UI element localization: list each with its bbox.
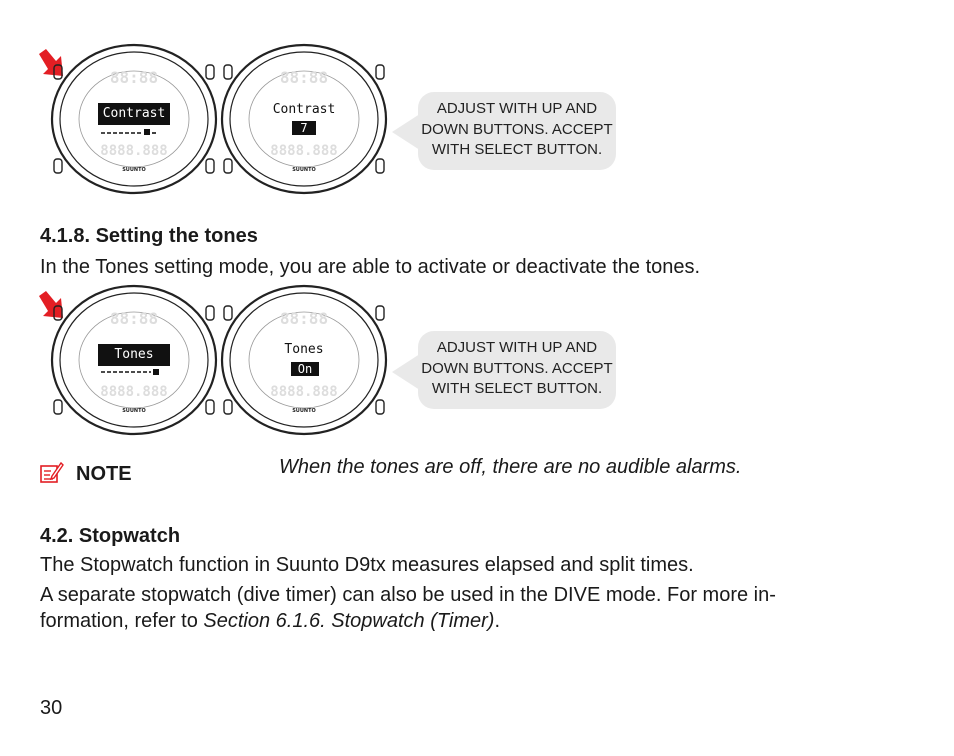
svg-text:8888.888: 8888.888 [270, 384, 338, 400]
callout2 [418, 331, 616, 409]
note-text: When the tones are off, there are no audible alarms. [279, 456, 742, 478]
svg-text:SUUNTO: SUUNTO [122, 167, 146, 173]
svg-text:88:88: 88:88 [109, 309, 159, 328]
note-icon [40, 461, 64, 485]
watch1-lcd-label: Contrast [98, 103, 170, 125]
svg-text:8888.888: 8888.888 [100, 143, 168, 159]
callout1-line2: DOWN BUTTONS. ACCEPT [421, 120, 613, 138]
svg-text:88:88: 88:88 [109, 68, 159, 87]
callout2-line1: ADJUST WITH UP AND [436, 339, 598, 356]
watch-tones-select [48, 284, 220, 436]
watch4-lcd-value: On [291, 362, 319, 376]
section-42-heading: 4.2. Stopwatch [40, 525, 181, 547]
watch-tones-value [218, 284, 390, 436]
section-418-body: In the Tones setting mode, you are able to activate or deactivate the tones. [40, 256, 701, 278]
callout2-line3: WITH SELECT BUTTON. [431, 380, 603, 397]
watch2-lcd-label: Contrast [272, 102, 336, 117]
watch2-lcd-value: 7 [292, 121, 316, 135]
para2-suffix: . [494, 610, 501, 632]
page-number: 30 [40, 697, 63, 719]
section-reference-link[interactable]: Section 6.1.6. Stopwatch (Timer) [203, 610, 495, 632]
section-42-para2-line1: A separate stopwatch (dive timer) can also be used in the DIVE mode. For more in- [40, 584, 776, 606]
svg-text:88:88: 88:88 [279, 309, 329, 328]
svg-text:SUUNTO: SUUNTO [292, 408, 316, 414]
callout2-line2: DOWN BUTTONS. ACCEPT [421, 359, 613, 377]
note-label: NOTE [76, 463, 132, 485]
svg-text:88:88: 88:88 [279, 68, 329, 87]
section-42-para2-line2 [40, 608, 500, 634]
watch-contrast-value [218, 43, 390, 195]
watch-contrast-select [48, 43, 220, 195]
svg-text:SUUNTO: SUUNTO [122, 408, 146, 414]
svg-text:8888.888: 8888.888 [270, 143, 338, 159]
section-418-heading: 4.1.8. Setting the tones [40, 225, 258, 247]
callout1-line1: ADJUST WITH UP AND [436, 100, 598, 117]
watch3-lcd-label: Tones [98, 344, 170, 366]
section-42-para1: The Stopwatch function in Suunto D9tx measures elapsed and split times. [40, 554, 694, 576]
callout1-line3: WITH SELECT BUTTON. [431, 141, 603, 158]
para2-prefix: formation, refer to [40, 610, 204, 632]
svg-text:SUUNTO: SUUNTO [292, 167, 316, 173]
watch4-lcd-label: Tones [284, 342, 324, 357]
svg-text:8888.888: 8888.888 [100, 384, 168, 400]
callout1 [418, 92, 616, 170]
